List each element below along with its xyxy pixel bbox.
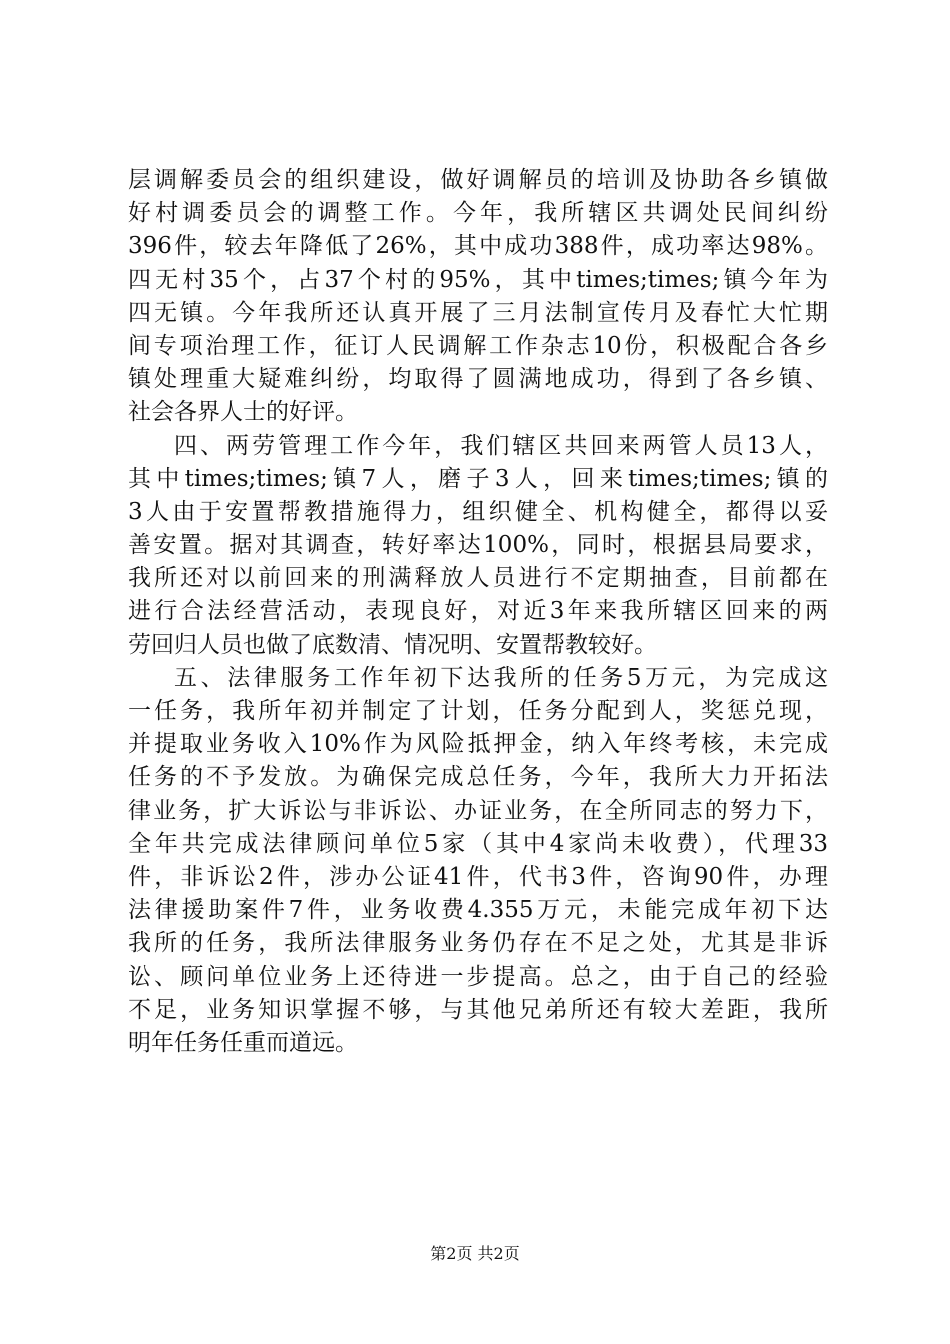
text-line: 社会各界人士的好评。 <box>128 399 358 426</box>
text-line: 全年共完成法律顾问单位5家（其中4家尚未收费），代理33 <box>128 830 828 857</box>
text-line: 并提取业务收入10%作为风险抵押金，纳入年终考核，未完成 <box>128 731 828 758</box>
page-number-footer: 第2页 共2页 <box>430 1244 520 1263</box>
document-body <box>128 164 828 1060</box>
text-line: 四无镇。今年我所还认真开展了三月法制宣传月及春忙大忙期 <box>128 299 828 326</box>
text-line: 我所还对以前回来的刑满释放人员进行不定期抽查，目前都在 <box>128 565 828 592</box>
text-line: 镇处理重大疑难纠纷，均取得了圆满地成功，得到了各乡镇、 <box>128 366 828 393</box>
text-line: 讼、顾问单位业务上还待进一步提高。总之，由于自己的经验 <box>128 963 828 990</box>
text-line: 劳回归人员也做了底数清、情况明、安置帮教较好。 <box>128 631 657 658</box>
paragraph-heading-line: 四、两劳管理工作今年，我们辖区共回来两管人员13人， <box>174 432 828 459</box>
text-line: 进行合法经营活动，表现良好，对近3年来我所辖区回来的两 <box>128 598 828 625</box>
text-line: 不足，业务知识掌握不够，与其他兄弟所还有较大差距，我所 <box>128 996 828 1023</box>
text-line: 我所的任务，我所法律服务业务仍存在不足之处，尤其是非诉 <box>128 930 828 957</box>
text-line: 任务的不予发放。为确保完成总任务，今年，我所大力开拓法 <box>128 764 828 791</box>
text-line: 善安置。据对其调查，转好率达100%，同时，根据县局要求， <box>128 532 828 559</box>
text-line: 层调解委员会的组织建设，做好调解员的培训及协助各乡镇做 <box>128 167 828 193</box>
text-line: 律业务，扩大诉讼与非诉讼、办证业务，在全所同志的努力下， <box>128 797 828 824</box>
paragraph-heading-line: 五、法律服务工作年初下达我所的任务5万元，为完成这 <box>174 664 828 691</box>
text-line: 件，非诉讼2件，涉办公证41件，代书3件，咨询90件，办理 <box>128 863 828 890</box>
text-line: 其中times;times;镇7人，磨子3人，回来times;times;镇的 <box>128 465 828 492</box>
text-line: 间专项治理工作，征订人民调解工作杂志10份，积极配合各乡 <box>128 332 828 359</box>
text-line: 好村调委员会的调整工作。今年，我所辖区共调处民间纠纷 <box>128 200 828 227</box>
text-line: 法律援助案件7件，业务收费4.355万元，未能完成年初下达 <box>128 897 828 924</box>
text-line: 3人由于安置帮教措施得力，组织健全、机构健全，都得以妥 <box>128 498 828 525</box>
text-line: 四无村35个，占37个村的95%，其中times;times;镇今年为 <box>128 266 828 293</box>
text-line: 一任务，我所年初并制定了计划，任务分配到人，奖惩兑现， <box>128 698 828 724</box>
text-line: 396件，较去年降低了26%，其中成功388件，成功率达98%。 <box>128 233 828 260</box>
text-line: 明年任务任重而道远。 <box>128 1029 358 1056</box>
